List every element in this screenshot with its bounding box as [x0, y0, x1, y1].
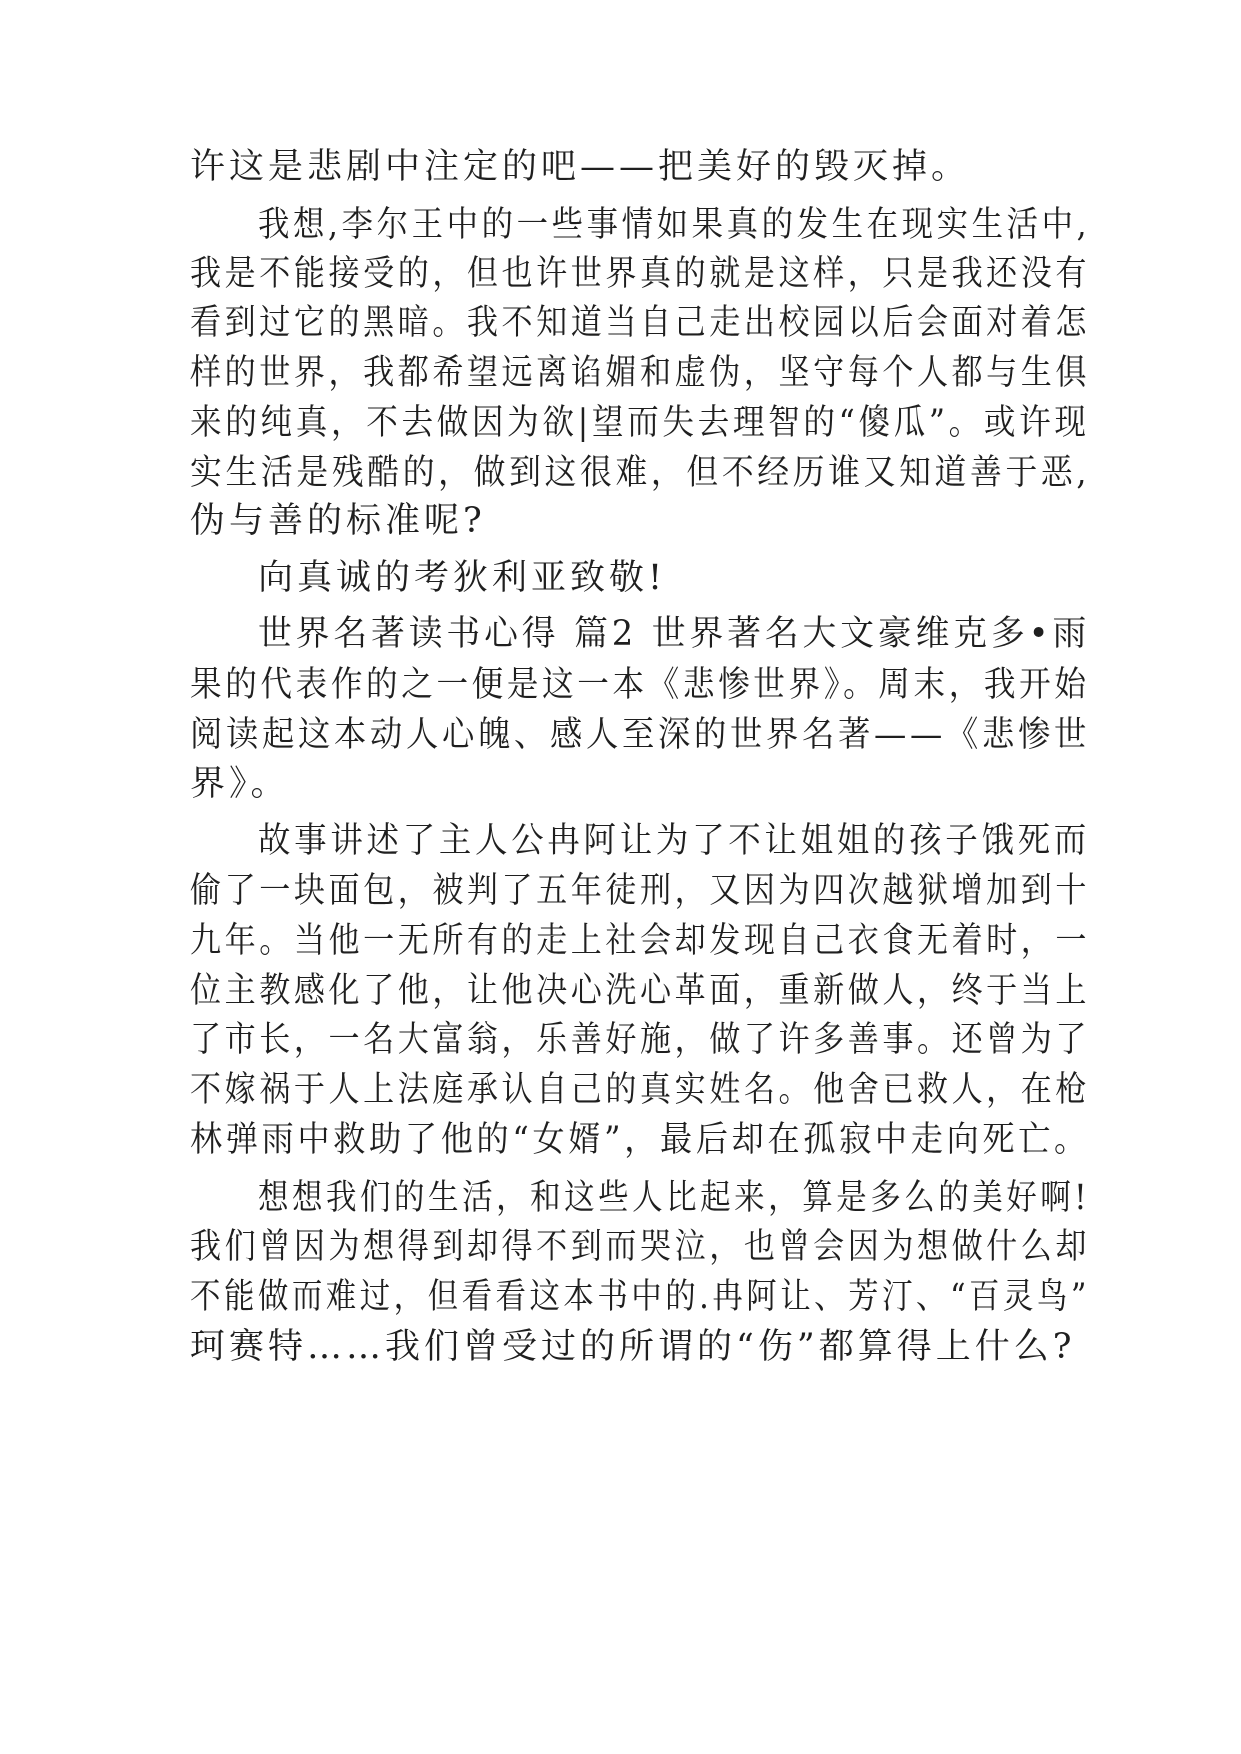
section-heading-line: 世界名著读书心得 篇2 世界著名大文豪维克多•雨	[258, 614, 1091, 654]
paragraph-line: 想想我们的生活，和这些人比起来，算是多么的美好啊!	[258, 1178, 1091, 1218]
paragraph-line: 界》。	[190, 764, 290, 804]
paragraph-line: 我想,李尔王中的一些事情如果真的发生在现实生活中,	[258, 205, 1091, 245]
paragraph-line: 我们曾因为想得到却得不到而哭泣，也曾会因为想做什么却	[190, 1227, 1091, 1267]
paragraph-line: 珂赛特……我们曾受过的所谓的“伤”都算得上什么?	[190, 1327, 1076, 1367]
paragraph-line: 实生活是残酷的，做到这很难，但不经历谁又知道善于恶,	[190, 453, 1091, 493]
paragraph-line: 偷了一块面包，被判了五年徒刑，又因为四次越狱增加到十	[190, 871, 1091, 911]
paragraph-line: 看到过它的黑暗。我不知道当自己走出校园以后会面对着怎	[190, 303, 1091, 343]
paragraph-line: 了市长，一名大富翁，乐善好施，做了许多善事。还曾为了	[190, 1020, 1091, 1060]
paragraph-line: 阅读起这本动人心魄、感人至深的世界名著——《悲惨世	[190, 715, 1091, 755]
paragraph-line: 来的纯真，不去做因为欲|望而失去理智的“傻瓜”。或许现	[190, 403, 1090, 443]
paragraph-line: 样的世界，我都希望远离谄媚和虚伪，坚守每个人都与生俱	[190, 353, 1091, 393]
paragraph-line: 不能做而难过，但看看这本书中的.冉阿让、芳汀、“百灵鸟”	[190, 1277, 1090, 1317]
paragraph-line: 故事讲述了主人公冉阿让为了不让姐姐的孩子饿死而	[258, 821, 1090, 861]
paragraph-line: 果的代表作的之一便是这一本《悲惨世界》。周末，我开始	[190, 665, 1090, 705]
paragraph-line: 向真诚的考狄利亚致敬!	[258, 558, 667, 598]
paragraph-line: 九年。当他一无所有的走上社会却发现自己衣食无着时，一	[190, 921, 1091, 961]
paragraph-line: 林弹雨中救助了他的“女婿”，最后却在孤寂中走向死亡。	[190, 1120, 1090, 1160]
paragraph-line: 我是不能接受的，但也许世界真的就是这样，只是我还没有	[190, 254, 1091, 294]
paragraph-line: 伪与善的标准呢?	[190, 501, 486, 541]
paragraph-line: 不嫁祸于人上法庭承认自己的真实姓名。他舍已救人，在枪	[190, 1070, 1091, 1110]
paragraph-line: 许这是悲剧中注定的吧——把美好的毁灭掉。	[190, 147, 971, 187]
paragraph-line: 位主教感化了他，让他决心洗心革面，重新做人，终于当上	[190, 971, 1091, 1011]
